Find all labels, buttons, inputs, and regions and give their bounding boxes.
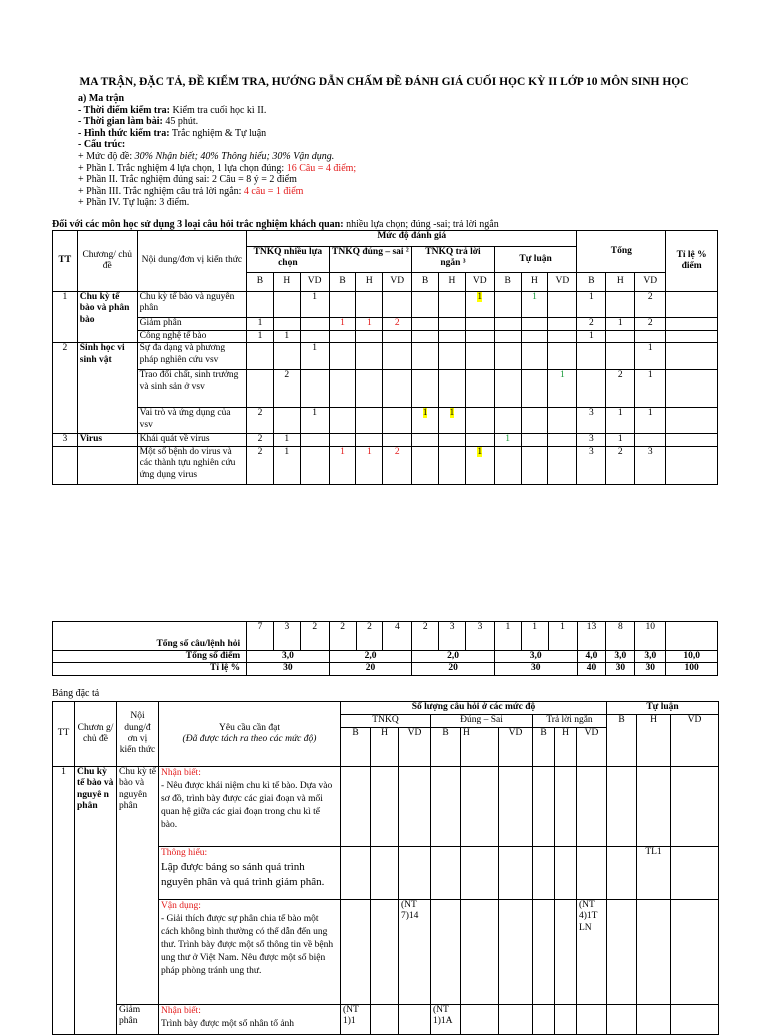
cell-value: 1 bbox=[422, 408, 428, 419]
count-cell: 3 bbox=[466, 622, 495, 651]
total-h: 1 bbox=[606, 408, 635, 434]
question-type-note: Đối với các môn học sử dụng 3 loại câu hỏi trắc nghiệm khách quan: nhiều lựa chọn; đúng -sai; trả lời ngắn bbox=[52, 219, 499, 230]
matrix-row bbox=[53, 370, 718, 408]
row-content: Khái quát về virus bbox=[137, 434, 246, 446]
total-vd: 3 bbox=[635, 446, 666, 484]
row-content: Một số bệnh do virus và các thành tựu nghiên cứu ứng dụng virus bbox=[137, 446, 246, 484]
cell-value: 1 bbox=[477, 446, 483, 457]
header-group-short: TNKQ trả lời ngắn ³ bbox=[412, 247, 495, 273]
level-h: H bbox=[356, 273, 383, 292]
header-group-truefalse: TNKQ đúng – sai ² bbox=[329, 247, 412, 273]
level-h: H bbox=[273, 273, 300, 292]
level-vd: VD bbox=[300, 273, 329, 292]
spec-header-essay: Tự luận bbox=[607, 702, 719, 715]
spec-header-row-1 bbox=[53, 702, 719, 715]
intro-block bbox=[78, 93, 356, 209]
header-group-mcq: TNKQ nhiều lựa chọn bbox=[247, 247, 330, 273]
ratio-cell: 30 bbox=[494, 663, 577, 675]
header-tt: TT bbox=[53, 231, 78, 292]
header-content: Nội dung/đơn vị kiến thức bbox=[137, 231, 246, 292]
count-cell: 3 bbox=[439, 622, 466, 651]
matrix-row bbox=[53, 408, 718, 434]
cell-value: 1 bbox=[300, 292, 329, 318]
spec-row-chapter: Chu kỳ tế bào và nguyê n phân bbox=[75, 767, 117, 1035]
cell-value: 1 bbox=[548, 370, 577, 408]
part1-line: + Phần I. Trắc nghiệm 4 lựa chọn, 1 lựa chọn đúng: 16 Câu = 4 điểm; bbox=[78, 162, 357, 174]
cell-value: 2 bbox=[383, 446, 412, 484]
tnkq-item: (NT 7)14 bbox=[399, 900, 431, 1005]
count-cell: 3 bbox=[273, 622, 300, 651]
spec-row-content: Chu kỳ tế bào và nguyên phân bbox=[117, 767, 159, 1005]
count-cell: 2 bbox=[329, 622, 356, 651]
total-b: 2 bbox=[577, 318, 606, 331]
points-cell: 10,0 bbox=[666, 651, 718, 663]
level-h: H bbox=[555, 728, 577, 767]
total-b: 3 bbox=[577, 408, 606, 434]
level-h: H bbox=[521, 273, 548, 292]
total-b: 3 bbox=[577, 434, 606, 446]
cell-value: 1 bbox=[521, 292, 548, 318]
assessment-matrix-table bbox=[52, 230, 718, 485]
cell-value: 1 bbox=[494, 434, 521, 446]
total-b: 1 bbox=[577, 331, 606, 343]
spec-header-count: Số lượng câu hỏi ở các mức độ bbox=[341, 702, 607, 715]
total-vd: 1 bbox=[635, 343, 666, 370]
level-b: B bbox=[247, 273, 274, 292]
specification-table bbox=[52, 701, 719, 1035]
header-chapter: Chương/ chủ đề bbox=[77, 231, 137, 292]
points-cell: 2,0 bbox=[412, 651, 495, 663]
spec-header-requirement: Yêu cầu cần đạt (Đã được tách ra theo các mức độ) bbox=[159, 702, 341, 767]
total-vd: 2 bbox=[635, 292, 666, 318]
ratio-cell: 30 bbox=[247, 663, 330, 675]
level-b: B bbox=[533, 728, 555, 767]
level-vd: VD bbox=[499, 728, 533, 767]
total-h: 2 bbox=[606, 370, 635, 408]
part2-line: + Phần II. Trắc nghiệm đúng sai: 2 Câu = 8 ý = 2 điểm bbox=[78, 174, 297, 186]
cell-value: 1 bbox=[300, 343, 329, 370]
cell-value: 1 bbox=[356, 446, 383, 484]
matrix-row bbox=[53, 331, 718, 343]
matrix-row bbox=[53, 318, 718, 331]
level-h: H bbox=[371, 728, 399, 767]
header-ratio: Tỉ lệ % điểm bbox=[666, 231, 718, 292]
section-a-heading: a) Ma trận bbox=[78, 93, 125, 104]
matrix-row bbox=[53, 434, 718, 446]
count-cell: 1 bbox=[521, 622, 548, 651]
matrix-row bbox=[53, 343, 718, 370]
spec-header-short: Trả lời ngắn bbox=[533, 715, 607, 728]
level-h: H bbox=[637, 715, 671, 767]
count-cell: 7 bbox=[247, 622, 274, 651]
summary-points-row bbox=[53, 651, 718, 663]
row-chapter: Chu kỳ tế bào và phân bào bbox=[77, 292, 137, 343]
level-b: B bbox=[341, 728, 371, 767]
count-cell: 13 bbox=[577, 622, 606, 651]
cell-value: 1 bbox=[273, 331, 300, 343]
spec-requirement: Nhận biết: Trình bày được một số nhân tố ảnh bbox=[159, 1005, 341, 1035]
cell-value: 1 bbox=[247, 331, 274, 343]
spec-requirement: Thông hiểu: Lập được bảng so sánh quá trình nguyên phân và quá trình giảm phân. bbox=[159, 847, 341, 900]
points-cell: 3,0 bbox=[494, 651, 577, 663]
count-cell: 1 bbox=[548, 622, 577, 651]
cell-value: 2 bbox=[273, 370, 300, 408]
row-chapter: Sinh học vi sinh vật bbox=[77, 343, 137, 434]
level-vd: VD bbox=[399, 728, 431, 767]
level-line: + Mức độ đề: 30% Nhận biết; 40% Thông hiểu; 30% Vận dụng. bbox=[78, 150, 335, 162]
level-vd: VD bbox=[383, 273, 412, 292]
cell-value: 2 bbox=[247, 408, 274, 434]
level-h: H bbox=[439, 273, 466, 292]
points-cell: 2,0 bbox=[329, 651, 412, 663]
ratio-cell: 100 bbox=[666, 663, 718, 675]
cell-value: 1 bbox=[329, 446, 356, 484]
count-cell: 2 bbox=[300, 622, 329, 651]
level-b: B bbox=[412, 273, 439, 292]
cell-value: 1 bbox=[273, 446, 300, 484]
summary-count-row bbox=[53, 622, 718, 651]
count-cell: 2 bbox=[356, 622, 383, 651]
spec-header-chapter: Chươn g/ chủ đề bbox=[75, 702, 117, 767]
summary-table bbox=[52, 621, 718, 676]
tnkq-item: (NT 1)1 bbox=[341, 1005, 371, 1035]
row-tt: 1 bbox=[53, 292, 78, 343]
short-answer-item: (NT 4)1T LN bbox=[577, 900, 607, 1005]
level-vd: VD bbox=[548, 273, 577, 292]
essay-item: TL1 bbox=[637, 847, 671, 900]
points-cell: 3,0 bbox=[635, 651, 666, 663]
count-cell: 1 bbox=[494, 622, 521, 651]
level-b: B bbox=[494, 273, 521, 292]
cell-value: 2 bbox=[247, 446, 274, 484]
total-h: 1 bbox=[606, 434, 635, 446]
level-vd: VD bbox=[465, 273, 494, 292]
spec-row-recognition bbox=[53, 767, 719, 847]
matrix-header-row-1 bbox=[53, 231, 718, 247]
spec-caption: Bảng đặc tả bbox=[52, 688, 100, 699]
ratio-label: Tỉ lệ % bbox=[53, 663, 247, 675]
points-cell: 3,0 bbox=[606, 651, 635, 663]
points-cell: 4,0 bbox=[577, 651, 606, 663]
count-label: Tổng số câu/lệnh hỏi bbox=[53, 622, 247, 651]
count-cell: 4 bbox=[383, 622, 412, 651]
ratio-cell: 20 bbox=[329, 663, 412, 675]
total-b: 1 bbox=[577, 292, 606, 318]
spec-row-content: Giảm phân bbox=[117, 1005, 159, 1035]
form-line: - Hình thức kiểm tra: Trắc nghiệm & Tự luận bbox=[78, 127, 267, 139]
ratio-cell: 30 bbox=[606, 663, 635, 675]
row-tt: 3 bbox=[53, 434, 78, 446]
header-group-essay: Tự luận bbox=[494, 247, 577, 273]
level-h: H bbox=[461, 728, 499, 767]
spec-header-tnkq: TNKQ bbox=[341, 715, 431, 728]
summary-ratio-row bbox=[53, 663, 718, 675]
cell-value: 1 bbox=[356, 318, 383, 331]
level-b: B bbox=[329, 273, 356, 292]
row-chapter: Virus bbox=[77, 434, 137, 446]
spec-row-tt: 1 bbox=[53, 767, 75, 1035]
spec-header-content: Nội dung/đ ơn vị kiến thức bbox=[117, 702, 159, 767]
part4-line: + Phần IV. Tự luận: 3 điểm. bbox=[78, 197, 190, 209]
duration-line: - Thời gian làm bài: 45 phút. bbox=[78, 116, 199, 128]
part3-line: + Phần III. Trắc nghiệm câu trả lời ngắn: 4 câu = 1 điểm bbox=[78, 185, 304, 197]
cell-value: 1 bbox=[300, 408, 329, 434]
total-vd: 2 bbox=[635, 318, 666, 331]
header-total: Tổng bbox=[577, 231, 666, 273]
header-level: Mức độ đánh giá bbox=[247, 231, 577, 247]
cell-value: 2 bbox=[383, 318, 412, 331]
total-b: 3 bbox=[577, 446, 606, 484]
truefalse-item: (NT 1)1A bbox=[431, 1005, 461, 1035]
level-vd: VD bbox=[635, 273, 666, 292]
level-b: B bbox=[431, 728, 461, 767]
matrix-row bbox=[53, 446, 718, 484]
document-title: MA TRẬN, ĐẶC TẢ, ĐỀ KIỂM TRA, HƯỚNG DẪN CHẤM ĐỀ ĐÁNH GIÁ CUỐI HỌC KỲ II LỚP 10 MÔN SINH HỌC bbox=[79, 76, 689, 88]
level-h: H bbox=[606, 273, 635, 292]
points-cell: 3,0 bbox=[247, 651, 330, 663]
spec-row-meiosis bbox=[53, 1005, 719, 1035]
ratio-cell: 20 bbox=[412, 663, 495, 675]
spec-header-tt: TT bbox=[53, 702, 75, 767]
row-content: Sự đa dạng và phương pháp nghiên cứu vsv bbox=[137, 343, 246, 370]
level-b: B bbox=[577, 273, 606, 292]
points-label: Tổng số điểm bbox=[53, 651, 247, 663]
row-content: Giảm phân bbox=[137, 318, 246, 331]
total-vd: 1 bbox=[635, 370, 666, 408]
cell-value: 2 bbox=[247, 434, 274, 446]
cell-value: 1 bbox=[477, 292, 483, 302]
total-h: 1 bbox=[606, 318, 635, 331]
cell-value: 1 bbox=[449, 408, 455, 419]
cell-value: 1 bbox=[247, 318, 274, 331]
count-cell: 8 bbox=[606, 622, 635, 651]
ratio-cell: 30 bbox=[635, 663, 666, 675]
row-tt: 2 bbox=[53, 343, 78, 434]
level-vd: VD bbox=[671, 715, 719, 767]
row-content: Vai trò và ứng dụng của vsv bbox=[137, 408, 246, 434]
spec-header-truefalse: Đúng – Sai bbox=[431, 715, 533, 728]
cell-value: 1 bbox=[329, 318, 356, 331]
total-h: 2 bbox=[606, 446, 635, 484]
count-cell: 2 bbox=[412, 622, 439, 651]
row-content: Trao đổi chất, sinh trưởng và sinh sản ở vsv bbox=[137, 370, 246, 408]
ratio-cell: 40 bbox=[577, 663, 606, 675]
spec-requirement: Nhận biết: - Nêu được khái niệm chu kì tế bào. Dựa vào sơ đồ, trình bày được các giai đoạn và mối quan hệ giữa các giai đoạn trong chu kì tế bào. bbox=[159, 767, 341, 847]
row-content: Chu kỳ tế bào và nguyên phân bbox=[137, 292, 246, 318]
level-vd: VD bbox=[577, 728, 607, 767]
count-cell: 10 bbox=[635, 622, 666, 651]
structure-heading: - Cấu trúc: bbox=[78, 139, 126, 151]
exam-time-line: - Thời điểm kiểm tra: Kiểm tra cuối học kì II. bbox=[78, 104, 267, 116]
cell-value: 1 bbox=[273, 434, 300, 446]
level-b: B bbox=[607, 715, 637, 767]
total-vd: 1 bbox=[635, 408, 666, 434]
matrix-row bbox=[53, 292, 718, 318]
spec-requirement: Vận dụng: - Giải thích được sự phân chia tế bào một cách không bình thường có thể dẫn đến ung thư. Trình bày được một số thông tin về bệnh ung thư ở Việt Nam. Nêu được một số biện pháp phòng tránh ung thư. bbox=[159, 900, 341, 1005]
row-content: Công nghệ tế bào bbox=[137, 331, 246, 343]
